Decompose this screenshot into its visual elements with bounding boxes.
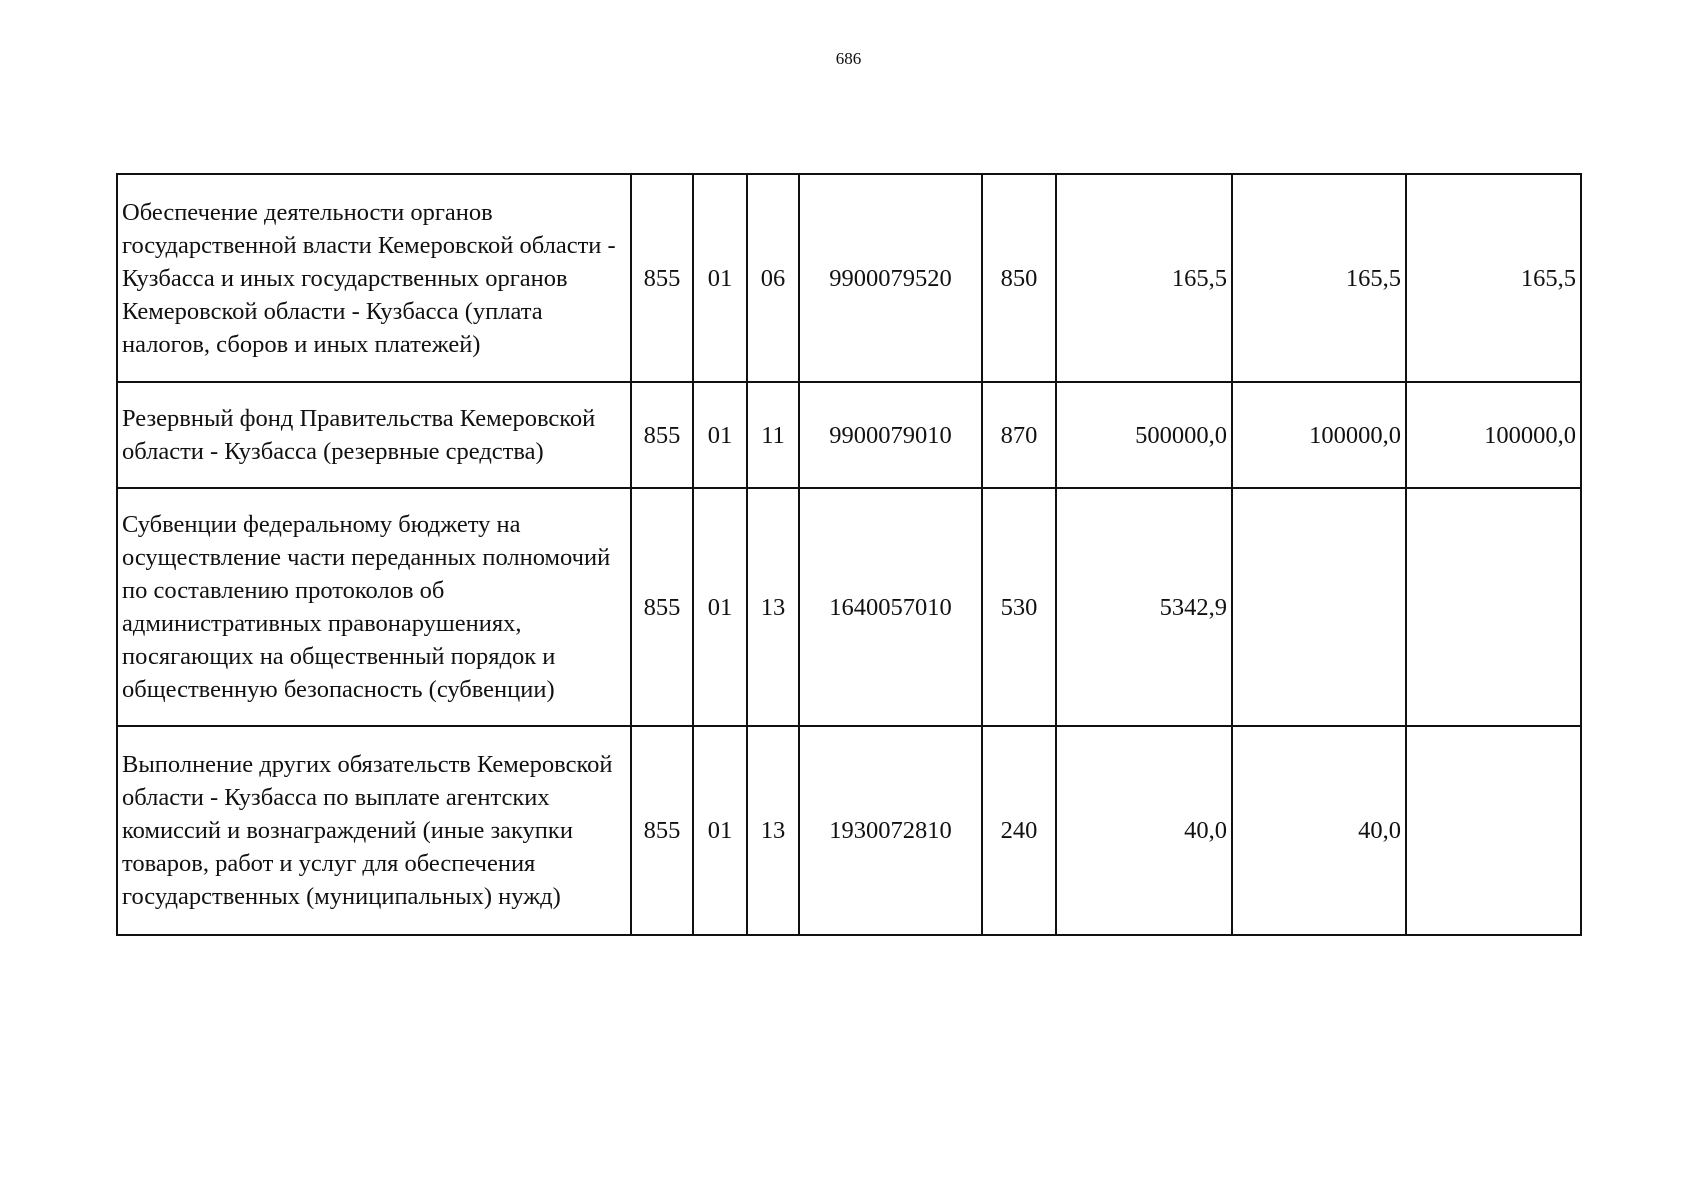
section-cell: 01 bbox=[693, 488, 747, 726]
expense-type-cell: 240 bbox=[982, 726, 1056, 935]
ministry-code-cell: 855 bbox=[631, 174, 693, 382]
sum-1-cell: 500000,0 bbox=[1056, 382, 1232, 488]
ministry-code-cell: 855 bbox=[631, 382, 693, 488]
sum-3-cell bbox=[1406, 488, 1581, 726]
sum-1-cell: 5342,9 bbox=[1056, 488, 1232, 726]
table-row bbox=[117, 726, 1581, 935]
subsection-cell: 13 bbox=[747, 726, 799, 935]
row-name-cell: Резервный фонд Правительства Кемеровской области - Кузбасса (резервные средства) bbox=[117, 382, 631, 488]
row-name-cell: Выполнение других обязательств Кемеровской области - Кузбасса по выплате агентских комиссий и вознаграждений (иные закупки товаров, работ и услуг для обеспечения государственных (муниципальных) нужд) bbox=[117, 726, 631, 935]
budget-table bbox=[116, 173, 1582, 936]
sum-3-cell: 100000,0 bbox=[1406, 382, 1581, 488]
target-article-cell: 1930072810 bbox=[799, 726, 982, 935]
sum-2-cell: 165,5 bbox=[1232, 174, 1406, 382]
section-cell: 01 bbox=[693, 382, 747, 488]
target-article-cell: 9900079520 bbox=[799, 174, 982, 382]
sum-1-cell: 40,0 bbox=[1056, 726, 1232, 935]
row-name-cell: Обеспечение деятельности органов государственной власти Кемеровской области - Кузбасса и иных государственных органов Кемеровской области - Кузбасса (уплата налогов, сборов и иных платежей) bbox=[117, 174, 631, 382]
subsection-cell: 13 bbox=[747, 488, 799, 726]
section-cell: 01 bbox=[693, 726, 747, 935]
sum-3-cell: 165,5 bbox=[1406, 174, 1581, 382]
section-cell: 01 bbox=[693, 174, 747, 382]
sum-2-cell bbox=[1232, 488, 1406, 726]
target-article-cell: 1640057010 bbox=[799, 488, 982, 726]
table-row bbox=[117, 488, 1581, 726]
expense-type-cell: 870 bbox=[982, 382, 1056, 488]
expense-type-cell: 530 bbox=[982, 488, 1056, 726]
subsection-cell: 06 bbox=[747, 174, 799, 382]
page-number: 686 bbox=[835, 49, 862, 68]
sum-2-cell: 40,0 bbox=[1232, 726, 1406, 935]
expense-type-cell: 850 bbox=[982, 174, 1056, 382]
table-row bbox=[117, 174, 1581, 382]
sum-3-cell bbox=[1406, 726, 1581, 935]
row-name-cell: Субвенции федеральному бюджету на осуществление части переданных полномочий по составлению протоколов об административных правонарушениях, посягающих на общественный порядок и общественную безопасность (субвенции) bbox=[117, 488, 631, 726]
ministry-code-cell: 855 bbox=[631, 488, 693, 726]
ministry-code-cell: 855 bbox=[631, 726, 693, 935]
sum-1-cell: 165,5 bbox=[1056, 174, 1232, 382]
sum-2-cell: 100000,0 bbox=[1232, 382, 1406, 488]
target-article-cell: 9900079010 bbox=[799, 382, 982, 488]
subsection-cell: 11 bbox=[747, 382, 799, 488]
table-row bbox=[117, 382, 1581, 488]
